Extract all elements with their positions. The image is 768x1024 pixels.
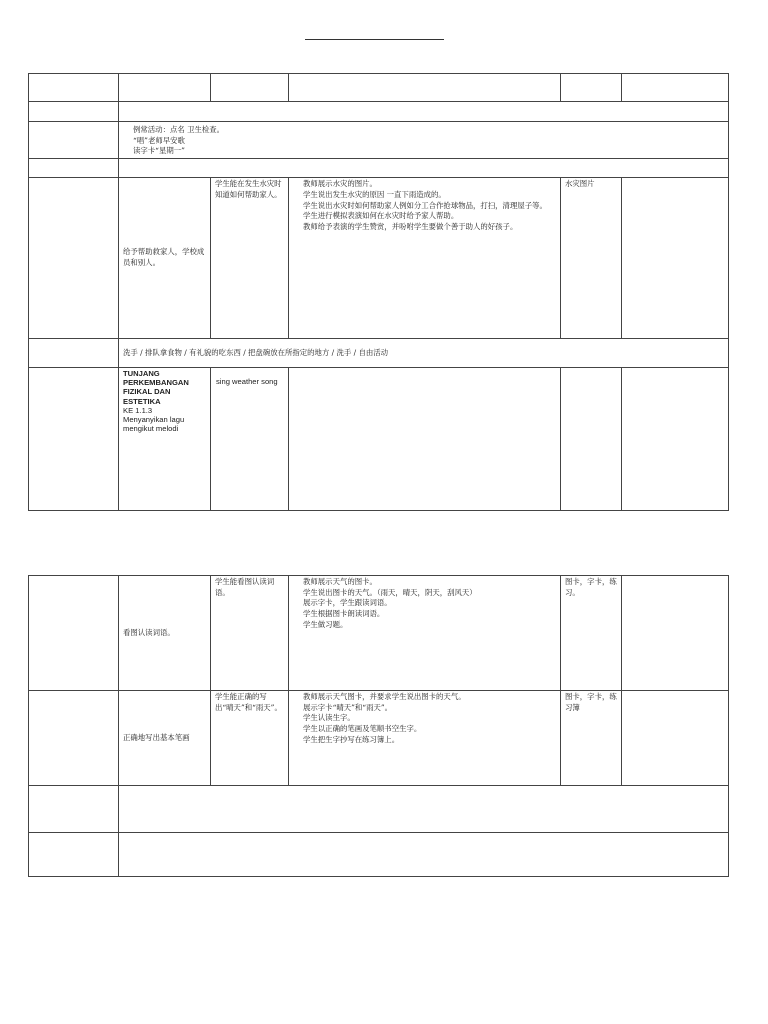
header-row — [29, 74, 729, 102]
activities-cell: 教师展示水灾的图片。 学生说出发生水灾的原因 一直下雨造成的。 学生说出水灾时如何帮助家人例如分工合作抢球物品，打扫，清理屋子等。 学生进行模拟表演如何在水灾时给予家人帮助。 教师给予表演的学生赞赏，并吩咐学生要做个善于助人的好孩子。 — [289, 178, 561, 339]
header-cell — [211, 74, 289, 102]
blank-row — [29, 786, 729, 833]
routine-cell — [119, 122, 729, 159]
outcome-cell: 学生能看图认读词语。 — [211, 576, 289, 691]
blank-row — [29, 102, 729, 122]
outcome-cell: 学生能在发生水灾时知道如何帮助家人。 — [211, 178, 289, 339]
objective-cell: 正确地写出基本笔画 — [119, 691, 211, 786]
routine-row — [29, 122, 729, 159]
routine-line: 读字卡“星期一” — [133, 146, 185, 156]
routine-line: 例常活动：点名 卫生检查。 — [133, 125, 225, 134]
materials-cell: 水灾图片 — [561, 178, 622, 339]
lesson-row — [29, 178, 729, 339]
materials-cell: 图卡，字卡，练习簿 — [561, 691, 622, 786]
title-underline — [305, 39, 444, 40]
lesson-plan-table-2 — [28, 575, 729, 877]
lesson-plan-table-1 — [28, 73, 729, 511]
materials-cell: 图卡，字卡，练习。 — [561, 576, 622, 691]
outcome-cell: 学生能正确的写出“晴天”和“雨天”。 — [211, 691, 289, 786]
tunjang-cell: TUNJANG PERKEMBANGAN FIZIKAL DAN ESTETIKA KE 1.1.3 Menyanyikan lagu mengikut melodi — [119, 368, 211, 511]
break-row — [29, 339, 729, 368]
blank-row — [29, 833, 729, 877]
break-cell: 洗手 / 排队拿食物 / 有礼貌的吃东西 / 把盘碗放在所指定的地方 / 洗手 / 自由活动 — [119, 339, 729, 368]
activities-cell: 教师展示天气图卡，并要求学生说出图卡的天气。 展示字卡“晴天”和“雨天”。 学生认读生字。 学生以正确的笔画及笔顺书空生字。 学生把生字抄写在练习簿上。 — [289, 691, 561, 786]
activities-cell: 教师展示天气的图卡。 学生说出图卡的天气。（雨天，晴天，阴天，刮风天） 展示字卡，学生跟读词语。 学生根据图卡朗读词语。 学生做习题。 — [289, 576, 561, 691]
header-cell — [622, 74, 729, 102]
header-cell — [29, 74, 119, 102]
objective-cell: 给予帮助救家人，学校成员和别人。 — [119, 178, 211, 339]
header-cell — [561, 74, 622, 102]
objective-cell: 看图认读词语。 — [119, 576, 211, 691]
header-cell — [289, 74, 561, 102]
lesson-row — [29, 691, 729, 786]
routine-line: “唱”老师早安歌 — [133, 135, 185, 145]
lesson-row — [29, 576, 729, 691]
header-cell — [119, 74, 211, 102]
lesson-row — [29, 368, 729, 511]
blank-row — [29, 159, 729, 178]
outcome-cell: sing weather song — [211, 368, 289, 511]
